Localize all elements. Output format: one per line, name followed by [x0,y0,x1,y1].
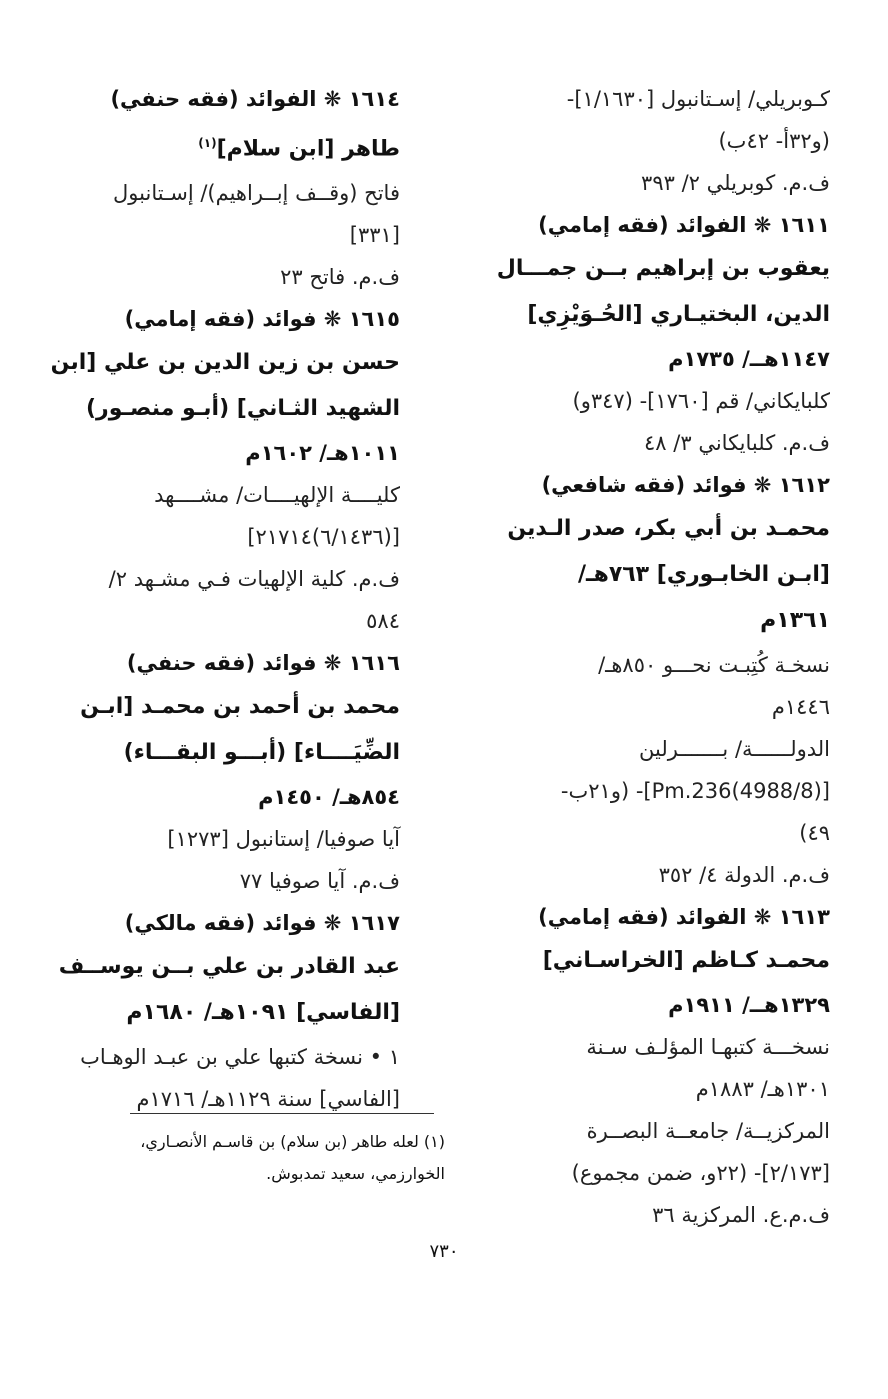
footnote-divider [130,1113,434,1114]
entry-head-line: ١٦١١ ❋ الفوائد (فقه إمامي) [538,213,830,237]
entry-head-line: ١٦١٦ ❋ فوائد (فقه حنفي) [126,651,400,676]
entry-name-line: محمـد بن أبي بكر، صدر الـدين [507,516,830,541]
entry-cite-line: ف.م.ع. المركزية ٣٦ [652,1203,830,1227]
entry-head-line: ١٦١٤ ❋ الفوائد (فقه حنفي) [110,87,400,111]
entry-name-line: محمد بن أحمد بن محمـد [ابـن [80,694,400,720]
entry-name-line: [الفاسي] ١٠٩١هـ/ ١٦٨٠م [126,1000,400,1026]
entry-cite-line: [٣٣١] [349,223,400,248]
page-number: ٧٣٠ [429,1241,459,1262]
entry-cite-line: كليــــة الإلهيــــات/ مشــــهد [154,483,400,508]
entry-cite-line: آيا صوفيا/ إستانبول [١٢٧٣] [167,827,400,852]
entry-cite-line: ف.م. آيا صوفيا ٧٧ [239,869,400,894]
entry-name-line: عبد القادر بن علي بــن يوســف [58,954,400,980]
entry-cite-line: ٥٨٤ [366,609,400,634]
entry-name-line: الضِّيَــــاء] (أبـــو البقـــاء) [123,740,400,766]
footnotes [100,1126,445,1190]
entry-name-line: [ابـن الخابـوري] ٧٦٣هـ/ [578,562,830,587]
entry-cite-line: كلبايكاني/ قم [١٧٦٠]- (٣٤٧و) [572,389,830,413]
entry-name-line: محمـد كـاظم [الخراسـاني] [542,948,830,973]
entry-cite-line: ف.م. كلبايكاني ٣/ ٤٨ [644,431,830,455]
right-column [478,78,830,1236]
footnote-line: الخوارزمي، سعيد تمدبوش. [266,1164,445,1183]
entry-cite-line: ١٣٠١هـ/ ١٨٨٣م [695,1077,830,1101]
entry-cite-line: ف.م. الدولة ٤/ ٣٥٢ [658,863,830,887]
entry-cite-line: المركزيــة/ جامعــة البصــرة [586,1119,830,1143]
entry-cite-line: الدولــــــة/ بـــــــرلين [639,737,830,761]
entry-cite-line: ١٤٤٦م [771,695,830,719]
footnote-reference: (١) [198,136,217,150]
entry-cite-line: ١ • نسخة كتبها علي بن عبـد الوهـاب [80,1045,400,1070]
entry-name-line: ١٣٦١م [760,608,830,633]
entry-cite-line: نسخـــة كتبهـا المؤلـف سـنة [586,1035,830,1059]
entry-date-line: ٨٥٤هـ/ ١٤٥٠م [258,785,400,810]
entry-name-line: يعقوب بن إبراهيم بــن جمـــال [496,256,830,281]
entry-head-line: ١٦١٧ ❋ فوائد (فقه مالكي) [124,911,400,936]
entry-cite-line: (و٣٢أ- ٤٢ب) [718,129,830,153]
entry-cite-line: كـوبريلي/ إسـتانبول [١/١٦٣٠]- [566,87,830,111]
entry-head-line: ١٦١٢ ❋ فوائد (فقه شافعي) [541,473,830,497]
entry-cite-line: [الفاسي] سنة ١١٢٩هـ/ ١٧١٦م [136,1087,400,1112]
entry-name-line: الشهيد الثـاني] (أبـو منصـور) [86,396,400,422]
entry-cite-line: ٤٩) [799,821,830,845]
entry-cite-line: نسخـة كُتِبـت نحـــو ٨٥٠هـ/ [598,653,830,677]
entry-name-line: طاهر [ابن سلام]$^{(١)}$ [198,136,400,162]
entry-cite-line: [(4988/8)Pm.236]- (و٢١ب- [560,779,830,803]
entry-date-line: ١١٤٧هــ/ ١٧٣٥م [668,347,830,371]
entry-name-line: حسن بن زين الدين بن علي [ابن [50,350,400,376]
left-column [50,78,400,1120]
entry-cite-line: فاتح (وقــف إبــراهيم)/ إسـتانبول [113,181,400,206]
entry-date-line: ١٣٢٩هــ/ ١٩١١م [668,993,830,1017]
entry-date-line: ١٠١١هـ/ ١٦٠٢م [245,441,400,466]
entry-cite-line: ف.م. فاتح ٢٣ [280,265,400,290]
entry-cite-line: [٢/١٧٣]- (٢٢و، ضمن مجموع) [571,1161,830,1185]
entry-name-line: الدين، البختيـاري [الحُـوَيْزِي] [527,302,830,327]
entry-cite-line: [(٦/١٤٣٦)٢١٧١٤] [247,525,400,550]
entry-cite-line: ف.م. كلية الإلهيات فـي مشـهد ٢/ [108,567,400,592]
footnote-line: (١) لعله طاهر (بن سلام) بن قاسـم الأنصـاري، [140,1132,445,1151]
entry-cite-line: ف.م. كوبريلي ٢/ ٣٩٣ [641,171,830,195]
entry-head-line: ١٦١٥ ❋ فوائد (فقه إمامي) [124,307,400,332]
entry-head-line: ١٦١٣ ❋ الفوائد (فقه إمامي) [538,905,830,929]
